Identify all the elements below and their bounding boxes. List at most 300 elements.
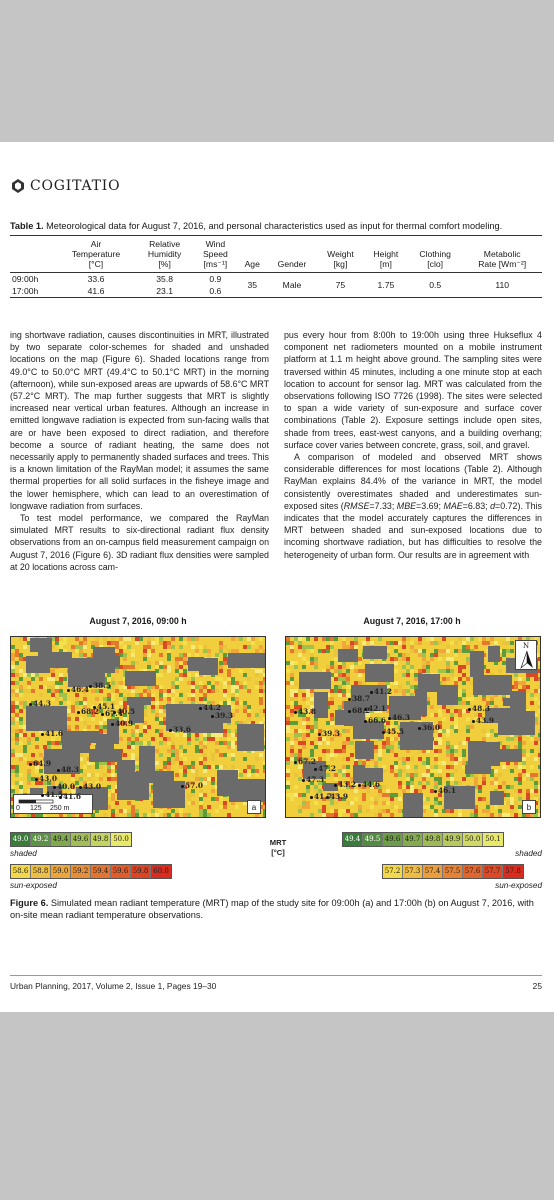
map-pixel bbox=[402, 645, 406, 649]
map-pixel bbox=[434, 713, 438, 717]
map-pixel bbox=[394, 669, 398, 673]
map-pixel bbox=[458, 709, 462, 713]
map-pixel bbox=[203, 737, 207, 741]
table1-caption-text: Meteorological data for August 7, 2016, and personal characteristics used as input for thermal comfort modeling. bbox=[46, 221, 503, 231]
map-pixel bbox=[286, 725, 290, 729]
map-pixel bbox=[255, 669, 259, 673]
map-pixel bbox=[430, 637, 434, 641]
map-pixel bbox=[302, 665, 306, 669]
map-pixel bbox=[219, 733, 223, 737]
map-pixel bbox=[259, 669, 263, 673]
legend-swatch: 59.6 bbox=[111, 865, 131, 878]
map-pixel bbox=[530, 693, 534, 697]
map-pixel bbox=[506, 649, 510, 653]
map-pixel bbox=[47, 685, 51, 689]
map-pixel bbox=[422, 669, 426, 673]
map-pixel bbox=[119, 685, 123, 689]
map-pixel bbox=[462, 641, 466, 645]
map-pixel bbox=[15, 673, 19, 677]
map-pixel bbox=[410, 789, 414, 793]
map-pixel bbox=[414, 685, 418, 689]
legend-b-shaded bbox=[342, 832, 504, 847]
map-pixel bbox=[514, 813, 518, 817]
map-pixel bbox=[203, 685, 207, 689]
map-pixel bbox=[155, 749, 159, 753]
observation-label: 41.6 bbox=[41, 729, 63, 738]
building-footprint bbox=[228, 653, 266, 668]
map-pixel bbox=[430, 773, 434, 777]
map-pixel bbox=[522, 741, 526, 745]
map-pixel bbox=[454, 725, 458, 729]
map-pixel bbox=[215, 681, 219, 685]
map-pixel bbox=[286, 721, 290, 725]
map-pixel bbox=[414, 765, 418, 769]
map-pixel bbox=[175, 753, 179, 757]
map-pixel bbox=[163, 689, 167, 693]
map-pixel bbox=[534, 737, 538, 741]
map-pixel bbox=[538, 753, 541, 757]
map-pixel bbox=[362, 761, 366, 765]
map-pixel bbox=[255, 685, 259, 689]
map-pixel bbox=[486, 813, 490, 817]
map-pixel bbox=[522, 685, 526, 689]
map-pixel bbox=[394, 649, 398, 653]
building-footprint bbox=[465, 765, 491, 774]
map-pixel bbox=[522, 765, 526, 769]
map-pixel bbox=[203, 809, 207, 813]
map-pixel bbox=[171, 745, 175, 749]
map-pixel bbox=[286, 641, 290, 645]
map-pixel bbox=[442, 809, 446, 813]
map-pixel bbox=[422, 777, 426, 781]
map-pixel bbox=[107, 641, 111, 645]
map-pixel bbox=[151, 649, 155, 653]
map-pixel bbox=[518, 741, 522, 745]
map-pixel bbox=[263, 713, 266, 717]
cell-clothing: 0.5 bbox=[429, 280, 442, 290]
map-pixel bbox=[83, 645, 87, 649]
map-pixel bbox=[175, 693, 179, 697]
map-pixel bbox=[330, 641, 334, 645]
map-pixel bbox=[187, 801, 191, 805]
map-pixel bbox=[306, 661, 310, 665]
map-pixel bbox=[402, 641, 406, 645]
legend-swatch: 59.8 bbox=[131, 865, 151, 878]
map-pixel bbox=[514, 737, 518, 741]
map-pixel bbox=[346, 681, 350, 685]
map-pixel bbox=[318, 741, 322, 745]
map-pixel bbox=[334, 689, 338, 693]
map-pixel bbox=[19, 781, 23, 785]
map-pixel bbox=[203, 761, 207, 765]
map-pixel bbox=[147, 641, 151, 645]
building-footprint bbox=[237, 724, 264, 751]
map-pixel bbox=[235, 637, 239, 641]
map-pixel bbox=[482, 777, 486, 781]
map-pixel bbox=[374, 741, 378, 745]
map-pixel bbox=[147, 637, 151, 641]
map-pixel bbox=[59, 677, 63, 681]
map-pixel bbox=[438, 733, 442, 737]
legend-swatch: 49.2 bbox=[31, 833, 51, 846]
map-pixel bbox=[55, 817, 59, 818]
panel-letter-a: a bbox=[247, 800, 261, 814]
map-pixel bbox=[450, 717, 454, 721]
building-footprint bbox=[355, 741, 374, 759]
map-pixel bbox=[211, 753, 215, 757]
map-pixel bbox=[310, 645, 314, 649]
map-pixel bbox=[59, 645, 63, 649]
map-pixel bbox=[119, 701, 123, 705]
map-pixel bbox=[374, 797, 378, 801]
map-pixel bbox=[466, 657, 470, 661]
map-pixel bbox=[39, 769, 43, 773]
map-pixel bbox=[179, 657, 183, 661]
map-pixel bbox=[390, 641, 394, 645]
map-pixel bbox=[442, 637, 446, 641]
map-pixel bbox=[11, 817, 15, 818]
observation-label: 39.3 bbox=[211, 711, 233, 720]
map-pixel bbox=[31, 689, 35, 693]
map-pixel bbox=[215, 677, 219, 681]
map-pixel bbox=[374, 749, 378, 753]
map-pixel bbox=[450, 745, 454, 749]
map-pixel bbox=[490, 729, 494, 733]
map-pixel bbox=[454, 709, 458, 713]
map-pixel bbox=[195, 653, 199, 657]
map-pixel bbox=[334, 813, 338, 817]
map-pixel bbox=[43, 817, 47, 818]
map-pixel bbox=[79, 701, 83, 705]
map-pixel bbox=[526, 773, 530, 777]
header-humidity: Relative Humidity [%] bbox=[147, 239, 182, 269]
map-pixel bbox=[454, 781, 458, 785]
page-footer bbox=[10, 975, 542, 991]
map-pixel bbox=[322, 805, 326, 809]
map-pixel bbox=[75, 817, 79, 818]
map-pixel bbox=[199, 741, 203, 745]
map-pixel bbox=[394, 753, 398, 757]
map-pixel bbox=[55, 637, 59, 641]
map-pixel bbox=[406, 637, 410, 641]
observation-label: 41.7 bbox=[310, 792, 332, 801]
map-pixel bbox=[478, 789, 482, 793]
map-pixel bbox=[195, 737, 199, 741]
journal-citation: Urban Planning, 2017, Volume 2, Issue 1, Pages 19–30 bbox=[10, 981, 217, 991]
map-pixel bbox=[247, 817, 251, 818]
map-pixel bbox=[350, 813, 354, 817]
map-pixel bbox=[19, 653, 23, 657]
map-pixel bbox=[119, 681, 123, 685]
map-pixel bbox=[450, 673, 454, 677]
map-pixel bbox=[127, 741, 131, 745]
map-pixel bbox=[466, 717, 470, 721]
map-pixel bbox=[11, 653, 15, 657]
map-pixel bbox=[410, 645, 414, 649]
map-pixel bbox=[330, 665, 334, 669]
map-pixel bbox=[394, 689, 398, 693]
map-pixel bbox=[155, 729, 159, 733]
map-pixel bbox=[67, 717, 71, 721]
map-pixel bbox=[215, 749, 219, 753]
map-pixel bbox=[522, 777, 526, 781]
map-pixel bbox=[490, 637, 494, 641]
map-pixel bbox=[27, 685, 31, 689]
map-pixel bbox=[346, 817, 350, 818]
map-pixel bbox=[175, 657, 179, 661]
map-pixel bbox=[382, 745, 386, 749]
map-pixel bbox=[35, 737, 39, 741]
map-pixel bbox=[330, 773, 334, 777]
map-pixel bbox=[115, 669, 119, 673]
map-pixel bbox=[338, 689, 342, 693]
map-pixel bbox=[290, 673, 294, 677]
map-pixel bbox=[454, 761, 458, 765]
map-pixel bbox=[422, 665, 426, 669]
map-pixel bbox=[406, 757, 410, 761]
map-pixel bbox=[19, 717, 23, 721]
map-pixel bbox=[314, 665, 318, 669]
map-pixel bbox=[191, 637, 195, 641]
map-pixel bbox=[366, 637, 370, 641]
map-pixel bbox=[199, 681, 203, 685]
map-pixel bbox=[450, 669, 454, 673]
observation-label: 46.1 bbox=[434, 786, 456, 795]
observation-label: 44.2 bbox=[199, 703, 221, 712]
map-pixel bbox=[534, 677, 538, 681]
map-pixel bbox=[486, 669, 490, 673]
map-pixel bbox=[390, 813, 394, 817]
map-pixel bbox=[147, 645, 151, 649]
map-pixel bbox=[75, 717, 79, 721]
map-pixel bbox=[514, 777, 518, 781]
map-pixel bbox=[251, 817, 255, 818]
map-pixel bbox=[259, 645, 263, 649]
map-pixel bbox=[243, 709, 247, 713]
map-pixel bbox=[390, 737, 394, 741]
map-pixel bbox=[286, 793, 290, 797]
map-pixel bbox=[302, 793, 306, 797]
map-pixel bbox=[143, 657, 147, 661]
cell-age: 35 bbox=[247, 280, 257, 290]
map-pixel bbox=[179, 677, 183, 681]
map-pixel bbox=[11, 753, 15, 757]
map-pixel bbox=[187, 797, 191, 801]
map-pixel bbox=[346, 637, 350, 641]
map-pixel bbox=[290, 749, 294, 753]
map-pixel bbox=[334, 809, 338, 813]
map-pixel bbox=[378, 809, 382, 813]
map-pixel bbox=[235, 701, 239, 705]
map-pixel bbox=[334, 749, 338, 753]
observation-label: 45.1 bbox=[93, 702, 115, 711]
map-b-raster bbox=[286, 637, 541, 818]
legend-swatch: 49.0 bbox=[11, 833, 31, 846]
map-pixel bbox=[418, 669, 422, 673]
map-pixel bbox=[490, 701, 494, 705]
map-pixel bbox=[159, 729, 163, 733]
building-footprint bbox=[473, 675, 512, 695]
map-pixel bbox=[506, 793, 510, 797]
map-pixel bbox=[322, 637, 326, 641]
map-pixel bbox=[243, 685, 247, 689]
map-pixel bbox=[346, 645, 350, 649]
map-pixel bbox=[147, 817, 151, 818]
map-pixel bbox=[342, 689, 346, 693]
map-pixel bbox=[135, 761, 139, 765]
map-pixel bbox=[223, 729, 227, 733]
map-pixel bbox=[338, 693, 342, 697]
map-pixel bbox=[526, 753, 530, 757]
map-pixel bbox=[390, 797, 394, 801]
map-pixel bbox=[350, 665, 354, 669]
map-pixel bbox=[215, 817, 219, 818]
map-pixel bbox=[155, 637, 159, 641]
map-pixel bbox=[294, 665, 298, 669]
map-pixel bbox=[290, 689, 294, 693]
map-pixel bbox=[410, 685, 414, 689]
map-pixel bbox=[211, 797, 215, 801]
map-pixel bbox=[338, 673, 342, 677]
map-pixel bbox=[314, 661, 318, 665]
map-pixel bbox=[426, 757, 430, 761]
map-pixel bbox=[446, 773, 450, 777]
map-pixel bbox=[51, 685, 55, 689]
map-pixel bbox=[15, 769, 19, 773]
map-pixel bbox=[135, 741, 139, 745]
map-pixel bbox=[290, 721, 294, 725]
map-pixel bbox=[490, 817, 494, 818]
map-pixel bbox=[442, 709, 446, 713]
map-pixel bbox=[334, 673, 338, 677]
map-pixel bbox=[482, 697, 486, 701]
map-pixel bbox=[366, 809, 370, 813]
map-pixel bbox=[414, 817, 418, 818]
map-pixel bbox=[330, 717, 334, 721]
map-pixel bbox=[342, 745, 346, 749]
map-pixel bbox=[103, 729, 107, 733]
map-pixel bbox=[530, 765, 534, 769]
map-pixel bbox=[15, 737, 19, 741]
map-pixel bbox=[402, 757, 406, 761]
map-pixel bbox=[167, 697, 171, 701]
map-pixel bbox=[426, 797, 430, 801]
map-pixel bbox=[231, 649, 235, 653]
map-pixel bbox=[298, 653, 302, 657]
map-pixel bbox=[458, 665, 462, 669]
map-pixel bbox=[386, 789, 390, 793]
legend-swatch: 49.9 bbox=[443, 833, 463, 846]
map-pixel bbox=[434, 653, 438, 657]
map-pixel bbox=[430, 769, 434, 773]
map-pixel bbox=[434, 769, 438, 773]
map-pixel bbox=[374, 745, 378, 749]
observation-label: 45.5 bbox=[382, 727, 404, 736]
map-pixel bbox=[426, 817, 430, 818]
map-pixel bbox=[310, 649, 314, 653]
observation-label: 38.5 bbox=[89, 681, 111, 690]
map-pixel bbox=[27, 737, 31, 741]
legend-swatch: 57.7 bbox=[483, 865, 503, 878]
map-pixel bbox=[342, 665, 346, 669]
map-pixel bbox=[330, 721, 334, 725]
map-pixel bbox=[418, 653, 422, 657]
map-pixel bbox=[302, 637, 306, 641]
map-pixel bbox=[123, 809, 127, 813]
map-pixel bbox=[259, 637, 263, 641]
map-pixel bbox=[223, 685, 227, 689]
map-pixel bbox=[294, 701, 298, 705]
map-pixel bbox=[518, 789, 522, 793]
observation-label: 67.2 bbox=[294, 757, 316, 766]
map-pixel bbox=[179, 769, 183, 773]
map-pixel bbox=[302, 805, 306, 809]
map-pixel bbox=[191, 693, 195, 697]
header-gender: Gender bbox=[277, 259, 307, 269]
map-pixel bbox=[358, 657, 362, 661]
legend-swatch: 49.4 bbox=[343, 833, 363, 846]
map-pixel bbox=[470, 725, 474, 729]
map-pixel bbox=[450, 657, 454, 661]
map-pixel bbox=[147, 693, 151, 697]
building-footprint bbox=[418, 674, 440, 692]
map-pixel bbox=[326, 753, 330, 757]
map-pixel bbox=[11, 737, 15, 741]
map-pixel bbox=[167, 761, 171, 765]
map-pixel bbox=[179, 661, 183, 665]
map-pixel bbox=[47, 741, 51, 745]
map-pixel bbox=[67, 709, 71, 713]
map-pixel bbox=[506, 813, 510, 817]
map-pixel bbox=[342, 693, 346, 697]
building-footprint bbox=[363, 646, 387, 659]
map-pixel bbox=[131, 661, 135, 665]
map-pixel bbox=[298, 733, 302, 737]
map-pixel bbox=[75, 777, 79, 781]
map-pixel bbox=[19, 729, 23, 733]
map-pixel bbox=[171, 741, 175, 745]
map-pixel bbox=[195, 673, 199, 677]
map-pixel bbox=[47, 745, 51, 749]
map-pixel bbox=[418, 789, 422, 793]
map-pixel bbox=[243, 705, 247, 709]
map-pixel bbox=[171, 637, 175, 641]
map-pixel bbox=[163, 665, 167, 669]
map-pixel bbox=[310, 729, 314, 733]
map-pixel bbox=[207, 805, 211, 809]
map-pixel bbox=[179, 669, 183, 673]
map-pixel bbox=[446, 749, 450, 753]
map-pixel bbox=[286, 761, 290, 765]
map-pixel bbox=[386, 641, 390, 645]
map-pixel bbox=[502, 649, 506, 653]
map-pixel bbox=[462, 761, 466, 765]
map-pixel bbox=[131, 753, 135, 757]
map-pixel bbox=[334, 773, 338, 777]
map-pixel bbox=[63, 817, 67, 818]
map-pixel bbox=[318, 649, 322, 653]
figure6-label: Figure 6. bbox=[10, 898, 49, 908]
map-pixel bbox=[227, 677, 231, 681]
map-pixel bbox=[135, 637, 139, 641]
map-pixel bbox=[231, 757, 235, 761]
observation-label: 67.4 bbox=[101, 709, 123, 718]
map-pixel bbox=[183, 773, 187, 777]
map-pixel bbox=[446, 745, 450, 749]
map-pixel bbox=[55, 685, 59, 689]
map-pixel bbox=[398, 641, 402, 645]
map-pixel bbox=[290, 649, 294, 653]
